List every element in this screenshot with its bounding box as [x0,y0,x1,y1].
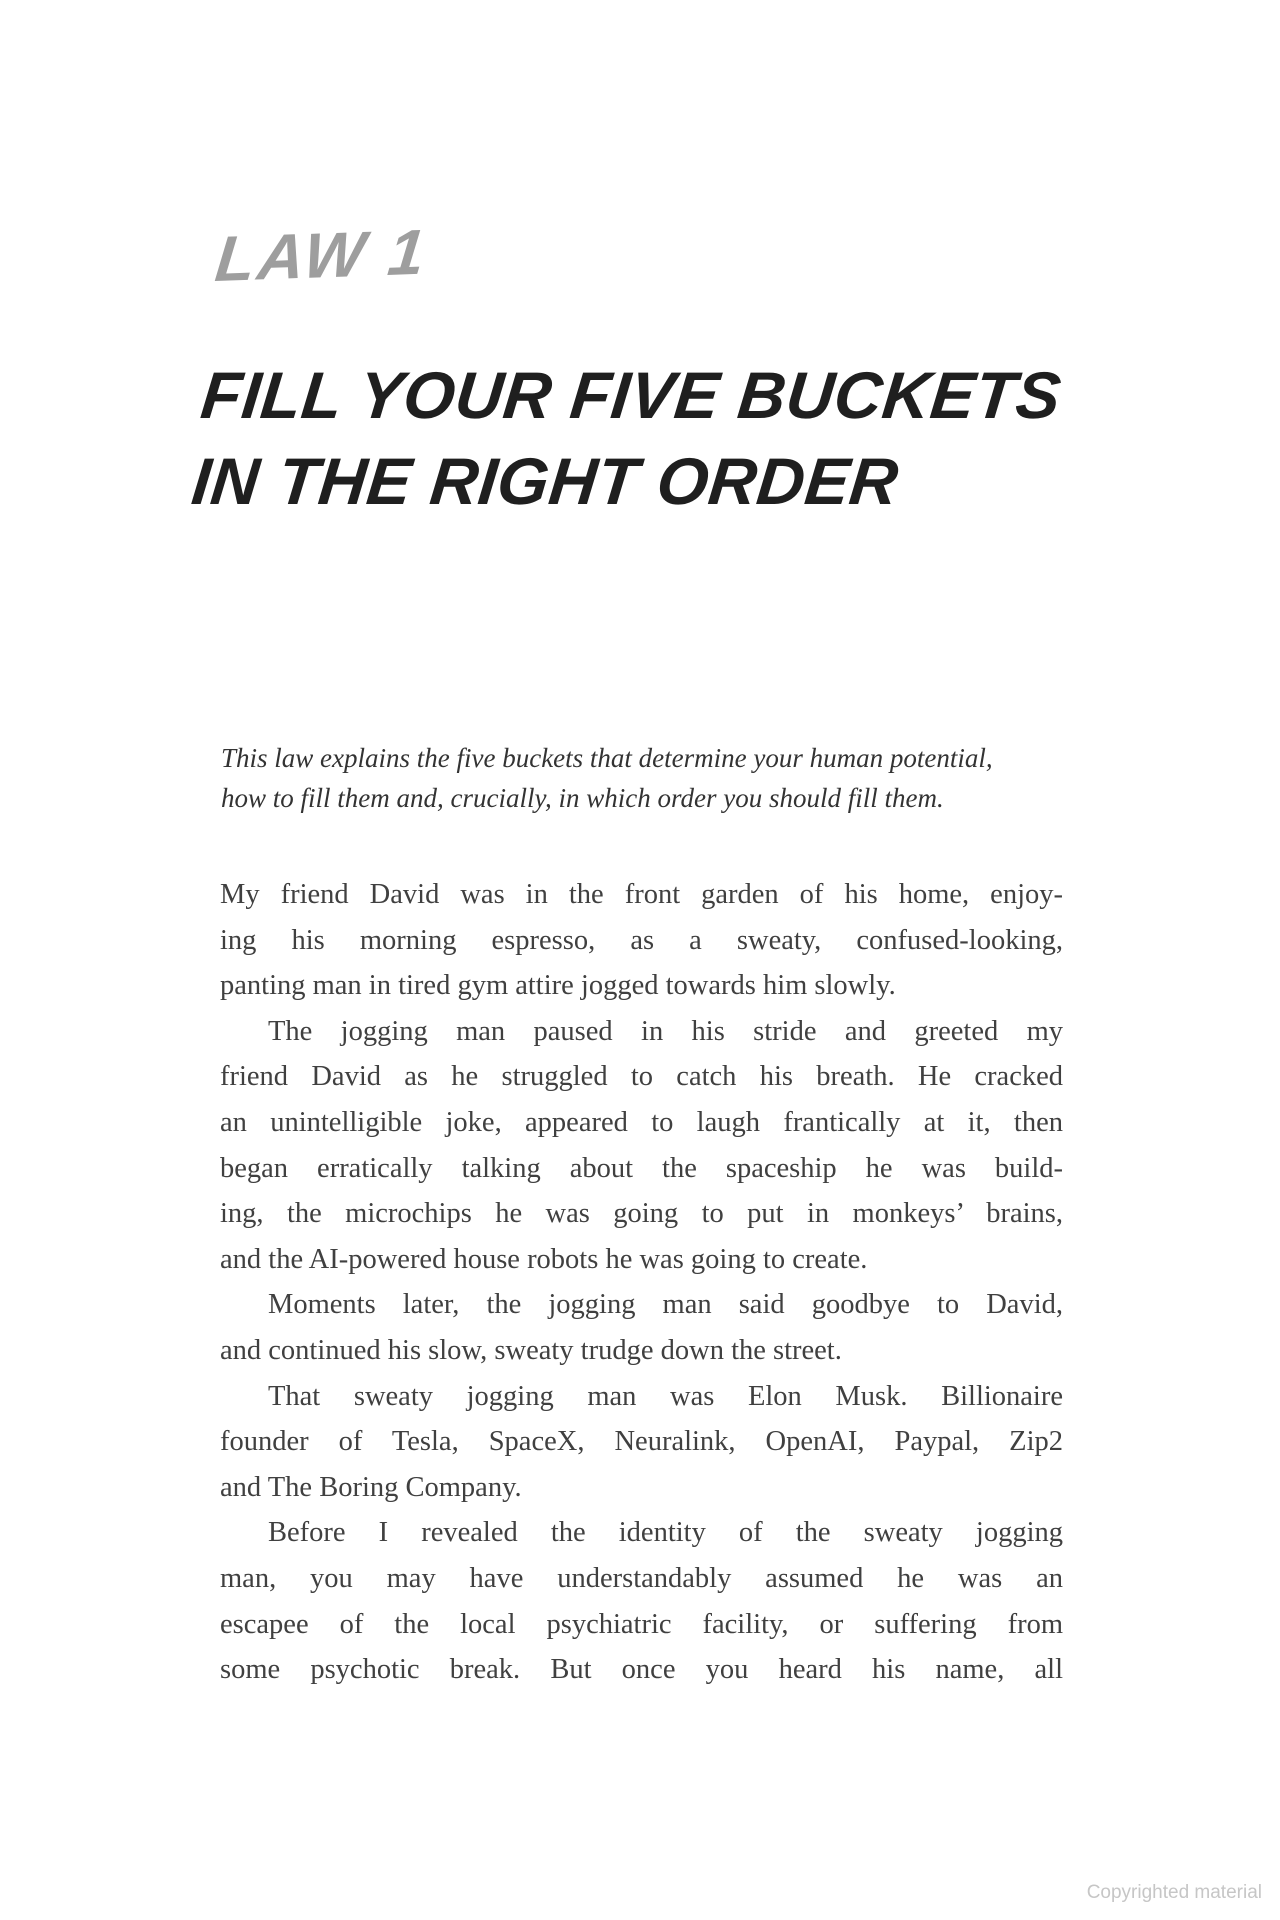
body-line: and the AI-powered house robots he was going to create. [220,1243,868,1275]
body-line: ing his morning espresso, as a sweaty, confused-looking, [220,924,1063,956]
body-line: panting man in tired gym attire jogged towards him slowly. [220,970,896,1002]
chapter-title [188,352,1065,524]
body-text [220,872,1063,1693]
body-line: Moments later, the jogging man said goodbye to David, [268,1289,1063,1321]
body-line: Before I revealed the identity of the sweaty jogging [268,1517,1063,1549]
body-line: and continued his slow, sweaty trudge down the street. [220,1334,842,1366]
copyright-watermark: Copyrighted material [1086,1882,1262,1903]
chapter-title-line2: IN THE RIGHT ORDER [188,444,903,518]
body-line: escapee of the local psychiatric facility, or suffering from [220,1608,1063,1640]
body-line: and The Boring Company. [220,1471,522,1503]
body-line: The jogging man paused in his stride and greeted my [268,1015,1063,1047]
body-line: founder of Tesla, SpaceX, Neuralink, OpenAI, Paypal, Zip2 [220,1426,1063,1458]
body-line: That sweaty jogging man was Elon Musk. Billionaire [268,1380,1063,1412]
body-line: friend David as he struggled to catch his breath. He cracked [220,1061,1063,1093]
body-line: ing, the microchips he was going to put in monkeys’ brains, [220,1198,1063,1230]
body-line: My friend David was in the front garden of his home, enjoy- [220,879,1063,910]
body-line: some psychotic break. But once you heard his name, all [220,1654,1063,1686]
chapter-title-line1: FILL YOUR FIVE BUCKETS [197,358,1065,432]
summary-line: This law explains the five buckets that determine your human potential, [221,743,993,773]
law-number-label: LAW 1 [212,215,432,296]
body-line: man, you may have understandably assumed he was an [220,1562,1063,1594]
body-line: began erratically talking about the spaceship he was build- [220,1152,1063,1184]
chapter-summary [221,738,1073,818]
summary-line: how to fill them and, crucially, in which order you should fill them. [221,783,944,813]
body-line: an unintelligible joke, appeared to laugh frantically at it, then [220,1106,1063,1138]
